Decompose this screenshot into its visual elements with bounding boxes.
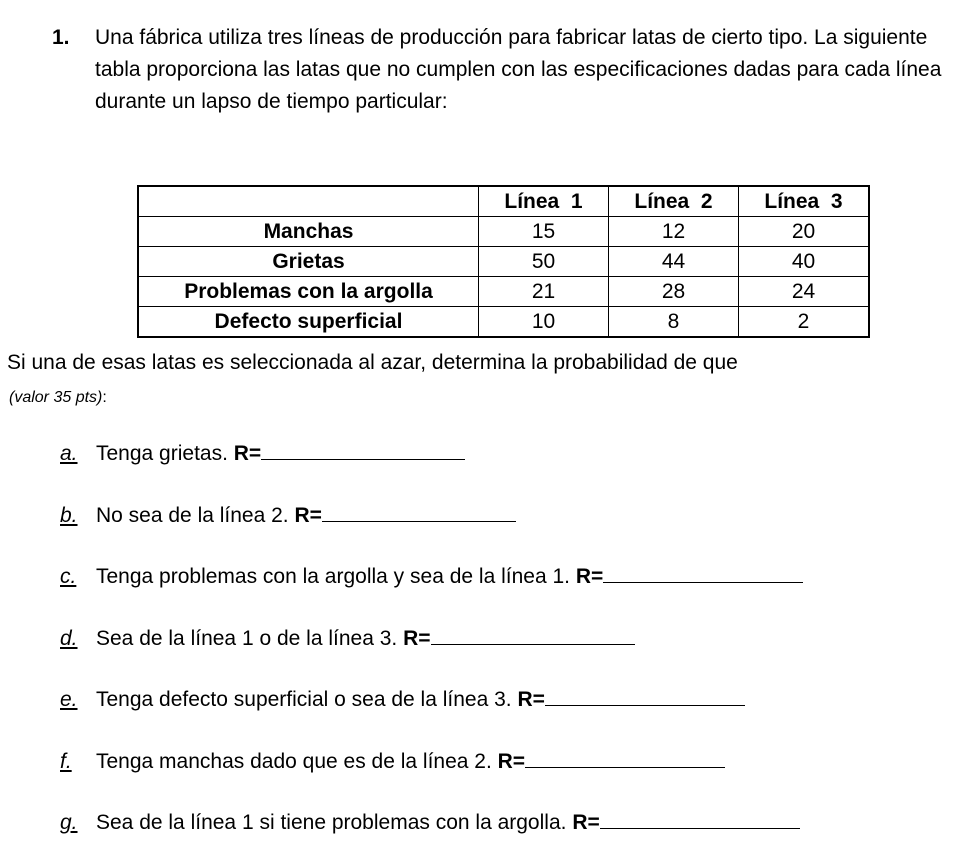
answer-label: R= <box>497 750 526 773</box>
row-label: Manchas <box>138 217 479 247</box>
question-text: Sea de la línea 1 si tiene problemas con la argolla. <box>96 811 567 834</box>
answer-label: R= <box>233 442 262 465</box>
question-letter: f. <box>60 750 72 773</box>
table-row <box>138 217 869 247</box>
question-c <box>60 563 803 591</box>
answer-blank[interactable] <box>545 687 745 706</box>
table-cell: 15 <box>479 217 609 247</box>
table-cell: 8 <box>609 307 739 338</box>
table-header-linea-1: Línea 1 <box>479 186 609 217</box>
answer-blank[interactable] <box>525 749 725 768</box>
question-letter: b. <box>60 504 78 527</box>
table-cell: 20 <box>739 217 870 247</box>
answer-label: R= <box>403 627 431 650</box>
question-d <box>60 625 635 653</box>
table-row <box>138 247 869 277</box>
question-letter: e. <box>60 688 78 711</box>
answer-blank[interactable] <box>431 626 635 645</box>
question-text: Tenga defecto superficial o sea de la línea 3. <box>96 688 512 711</box>
table-cell: 40 <box>739 247 870 277</box>
table-cell: 44 <box>609 247 739 277</box>
problem-statement <box>52 22 952 118</box>
question-a <box>60 440 465 468</box>
question-letter: a. <box>60 442 78 465</box>
answer-blank[interactable] <box>261 441 465 460</box>
answer-blank[interactable] <box>322 503 516 522</box>
table-cell: 2 <box>739 307 870 338</box>
table-cell: 12 <box>609 217 739 247</box>
answer-label: R= <box>572 811 600 834</box>
question-letter: c. <box>60 565 77 588</box>
question-text: Tenga manchas dado que es de la línea 2. <box>96 750 492 773</box>
defects-table <box>137 185 870 338</box>
question-e <box>60 686 745 714</box>
question-text: Sea de la línea 1 o de la línea 3. <box>96 627 398 650</box>
table-cell: 21 <box>479 277 609 307</box>
question-letter: d. <box>60 627 78 650</box>
answer-label: R= <box>575 565 604 588</box>
table-cell: 50 <box>479 247 609 277</box>
table-header-linea-2: Línea 2 <box>609 186 739 217</box>
points-colon: : <box>102 389 107 406</box>
points-text: (valor 35 pts) <box>9 389 103 406</box>
question-text: Tenga problemas con la argolla y sea de la línea 1. <box>96 565 570 588</box>
row-label: Problemas con la argolla <box>138 277 479 307</box>
table-row <box>138 307 869 338</box>
row-label: Grietas <box>138 247 479 277</box>
table-cell: 28 <box>609 277 739 307</box>
question-text: No sea de la línea 2. <box>96 504 289 527</box>
table-row <box>138 277 869 307</box>
points-value <box>9 389 107 407</box>
table-header-linea-3: Línea 3 <box>739 186 870 217</box>
question-letter: g. <box>60 811 78 834</box>
answer-label: R= <box>294 504 322 527</box>
question-g <box>60 809 800 837</box>
question-f <box>60 748 725 776</box>
row-label: Defecto superficial <box>138 307 479 338</box>
answer-blank[interactable] <box>600 810 800 829</box>
question-text: Tenga grietas. <box>96 442 228 465</box>
table-header-empty <box>138 186 479 217</box>
question-b <box>60 502 516 530</box>
table-cell: 10 <box>479 307 609 338</box>
problem-text: Una fábrica utiliza tres líneas de producción para fabricar latas de cierto tipo. La siguiente tabla proporciona las latas que no cumplen con las especificaciones dadas para cada línea durante un lapso de tiempo particular: <box>95 26 942 113</box>
answer-label: R= <box>517 688 545 711</box>
table-header-row <box>138 186 869 217</box>
answer-blank[interactable] <box>603 564 803 583</box>
problem-number: 1. <box>52 26 70 49</box>
question-intro: Si una de esas latas es seleccionada al azar, determina la probabilidad de que <box>7 351 738 374</box>
table-cell: 24 <box>739 277 870 307</box>
